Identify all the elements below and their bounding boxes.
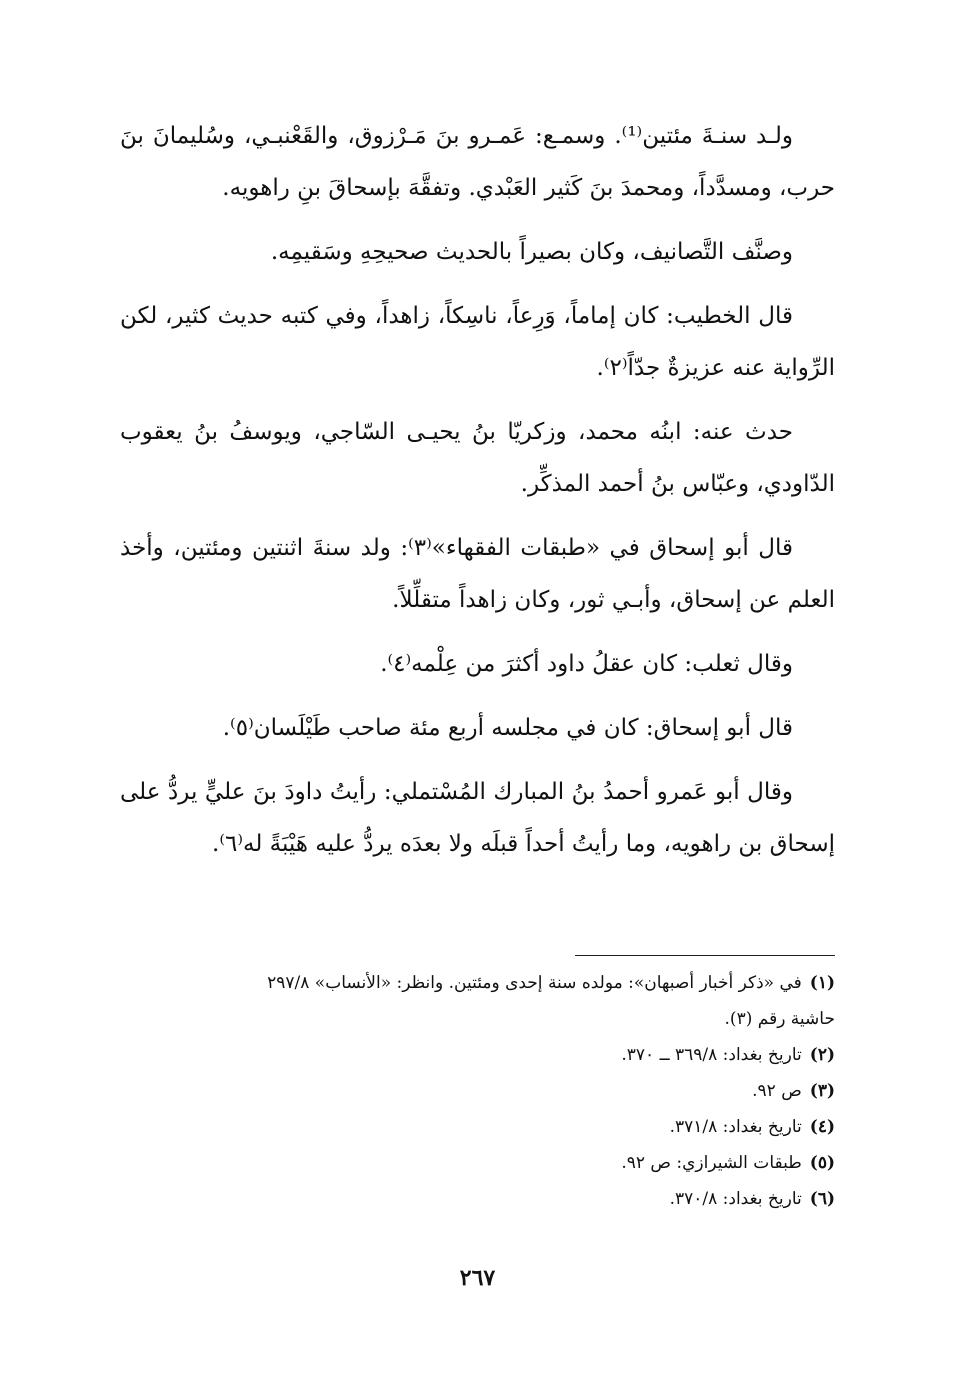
paragraph-mustamli: وقال أبو عَمرو أحمدُ بنُ المبارك المُسْتملي: رأيتُ داودَ بنَ عليٍّ يردُّ على إسحاق بن راهويه، وما رأيتُ أحداً قبلَه ولا بعدَه يردُّ عليه هَيْبَةً له⁽٦⁾. [120, 779, 835, 857]
footnote-text: في «ذكر أخبار أصبهان»: مولده سنة إحدى ومئتين. وانظر: «الأنساب» ٢٩٧/٨ [267, 973, 802, 993]
footnote-1-continuation: حاشية رقم (٣). [724, 1009, 835, 1029]
page-number: ٢٦٧ [459, 1265, 496, 1291]
footnote-text: ص ٩٢. [752, 1081, 802, 1101]
footnotes [120, 965, 835, 1217]
footnote-divider [575, 955, 835, 956]
footnote-number: (١) [809, 973, 835, 993]
footnote-number: (٣) [809, 1081, 835, 1101]
footnote-text: تاريخ بغداد: ٣٧١/٨. [669, 1117, 802, 1137]
footnote-4 [120, 1109, 835, 1145]
footnote-number: (٥) [809, 1153, 835, 1173]
footnote-2 [120, 1037, 835, 1073]
footnote-number: (٦) [809, 1189, 835, 1209]
footnote-text: طبقات الشيرازي: ص ٩٢. [621, 1153, 802, 1173]
paragraph-works: وصنَّف التَّصانيف، وكان بصيراً بالحديث صحيحِهِ وسَقيمِه. [270, 239, 793, 265]
paragraph-majlis: قال أبو إسحاق: كان في مجلسه أربع مئة صاحب طَيْلَسان⁽٥⁾. [222, 715, 793, 741]
footnote-text: تاريخ بغداد: ٣٧٠/٨. [669, 1189, 802, 1209]
footnote-1 [120, 965, 835, 1001]
footnote-3 [120, 1073, 835, 1109]
footnote-number: (٢) [809, 1045, 835, 1065]
paragraph-abu-ishaq: قال أبو إسحاق في «طبقات الفقهاء»⁽٣⁾: ولد سنةَ اثنتين ومئتين، وأخذ العلم عن إسحاق، وأبـي ثور، وكان زاهداً متقلِّلاً. [120, 535, 835, 613]
paragraph-narrators: حدث عنه: ابنُه محمد، وزكريّا بنُ يحيـى السّاجي، ويوسفُ بنُ يعقوب الدّاودي، وعبّاس بنُ أحمد المذكِّر. [120, 419, 835, 497]
paragraph-birth: ولـد سنـةَ مئتين⁽¹⁾. وسمـع: عَمـرو بنَ مَـرْزوق، والقَعْنبـي، وسُليمانَ بنَ حرب، ومسدَّداً، ومحمدَ بنَ كَثير العَبْدي. وتفقَّهَ بإسحاقَ بنِ راهويه. [120, 123, 835, 201]
footnote-6 [120, 1181, 835, 1217]
footnote-text: تاريخ بغداد: ٣٦٩/٨ ــ ٣٧٠. [621, 1045, 802, 1065]
paragraph-thalab: وقال ثعلب: كان عقلُ داود أكثرَ من عِلْمه⁽٤⁾. [380, 651, 793, 677]
footnote-number: (٤) [809, 1117, 835, 1137]
footnote-5 [120, 1145, 835, 1181]
paragraph-khatib: قال الخطيب: كان إماماً، وَرِعاً، ناسِكاً، زاهداً، وفي كتبه حديث كثير، لكن الرِّواية عنه عزيزةٌ جدّاً⁽٢⁾. [120, 303, 835, 381]
main-text [120, 110, 835, 882]
